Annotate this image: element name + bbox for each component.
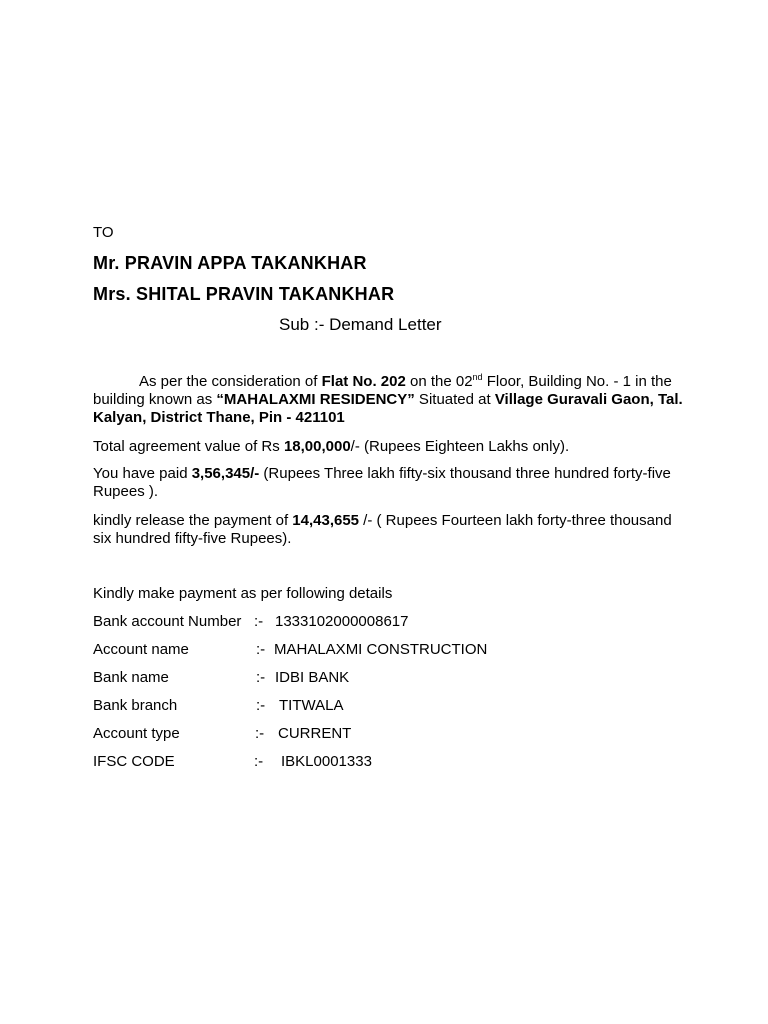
agreement-amount: 18,00,000 <box>283 438 351 455</box>
detail-label: Bank branch <box>93 697 178 714</box>
recipient-name-2: Mrs. SHITAL PRAVIN TAKANKHAR <box>93 284 395 304</box>
detail-value: CURRENT <box>278 725 352 742</box>
detail-label: Account name <box>93 641 189 658</box>
release-payment-paragraph <box>93 512 683 548</box>
detail-label: Bank name <box>93 669 169 686</box>
paid-text-2: (Rupees Three lakh fifty-six thousand three hundred forty-five Rupees ). <box>93 465 671 500</box>
detail-separator: :- <box>256 669 266 686</box>
detail-value: IBKL0001333 <box>281 753 372 770</box>
detail-label: Bank account Number <box>93 613 242 630</box>
detail-label: Account type <box>93 725 180 742</box>
building-name: “MAHALAXMI RESIDENCY” <box>216 391 415 408</box>
consideration-text-3: Floor, Building No. - 1 in the building known as <box>93 373 672 408</box>
detail-label: IFSC CODE <box>93 753 175 770</box>
detail-value: IDBI BANK <box>275 669 350 686</box>
detail-value: MAHALAXMI CONSTRUCTION <box>274 641 488 658</box>
detail-separator: :- <box>255 725 265 742</box>
release-text-1: kindly release the payment of <box>93 512 293 529</box>
release-amount: 14,43,655 <box>292 512 360 529</box>
paid-amount: 3,56,345/- <box>191 465 260 482</box>
flat-number: Flat No. 202 <box>321 373 406 390</box>
ordinal-suffix: nd <box>472 372 483 382</box>
consideration-text-1: As per the consideration of <box>139 373 322 390</box>
agreement-value-paragraph <box>93 438 683 456</box>
consideration-text-2: on the 02 <box>405 373 473 390</box>
consideration-text-4: Situated at <box>414 391 495 408</box>
paid-text-1: You have paid <box>93 465 192 482</box>
detail-separator: :- <box>256 697 266 714</box>
consideration-paragraph <box>93 373 683 427</box>
agreement-text-2: /- (Rupees Eighteen Lakhs only). <box>350 438 570 455</box>
detail-separator: :- <box>256 641 266 658</box>
to-label: TO <box>93 224 114 241</box>
detail-value: TITWALA <box>279 697 344 714</box>
amount-paid-paragraph <box>93 465 683 501</box>
detail-separator: :- <box>254 613 264 630</box>
payment-details-heading: Kindly make payment as per following details <box>93 585 393 602</box>
subject-line: Sub :- Demand Letter <box>279 315 442 334</box>
property-address: Village Guravali Gaon, Tal. Kalyan, District Thane, Pin - 421101 <box>93 391 683 426</box>
recipient-name-1: Mr. PRAVIN APPA TAKANKHAR <box>93 253 367 273</box>
agreement-text-1: Total agreement value of Rs <box>93 438 284 455</box>
detail-value: 1333102000008617 <box>275 613 409 630</box>
detail-separator: :- <box>254 753 264 770</box>
release-text-2: /- ( Rupees Fourteen lakh forty-three thousand six hundred fifty-five Rupees). <box>93 512 672 547</box>
